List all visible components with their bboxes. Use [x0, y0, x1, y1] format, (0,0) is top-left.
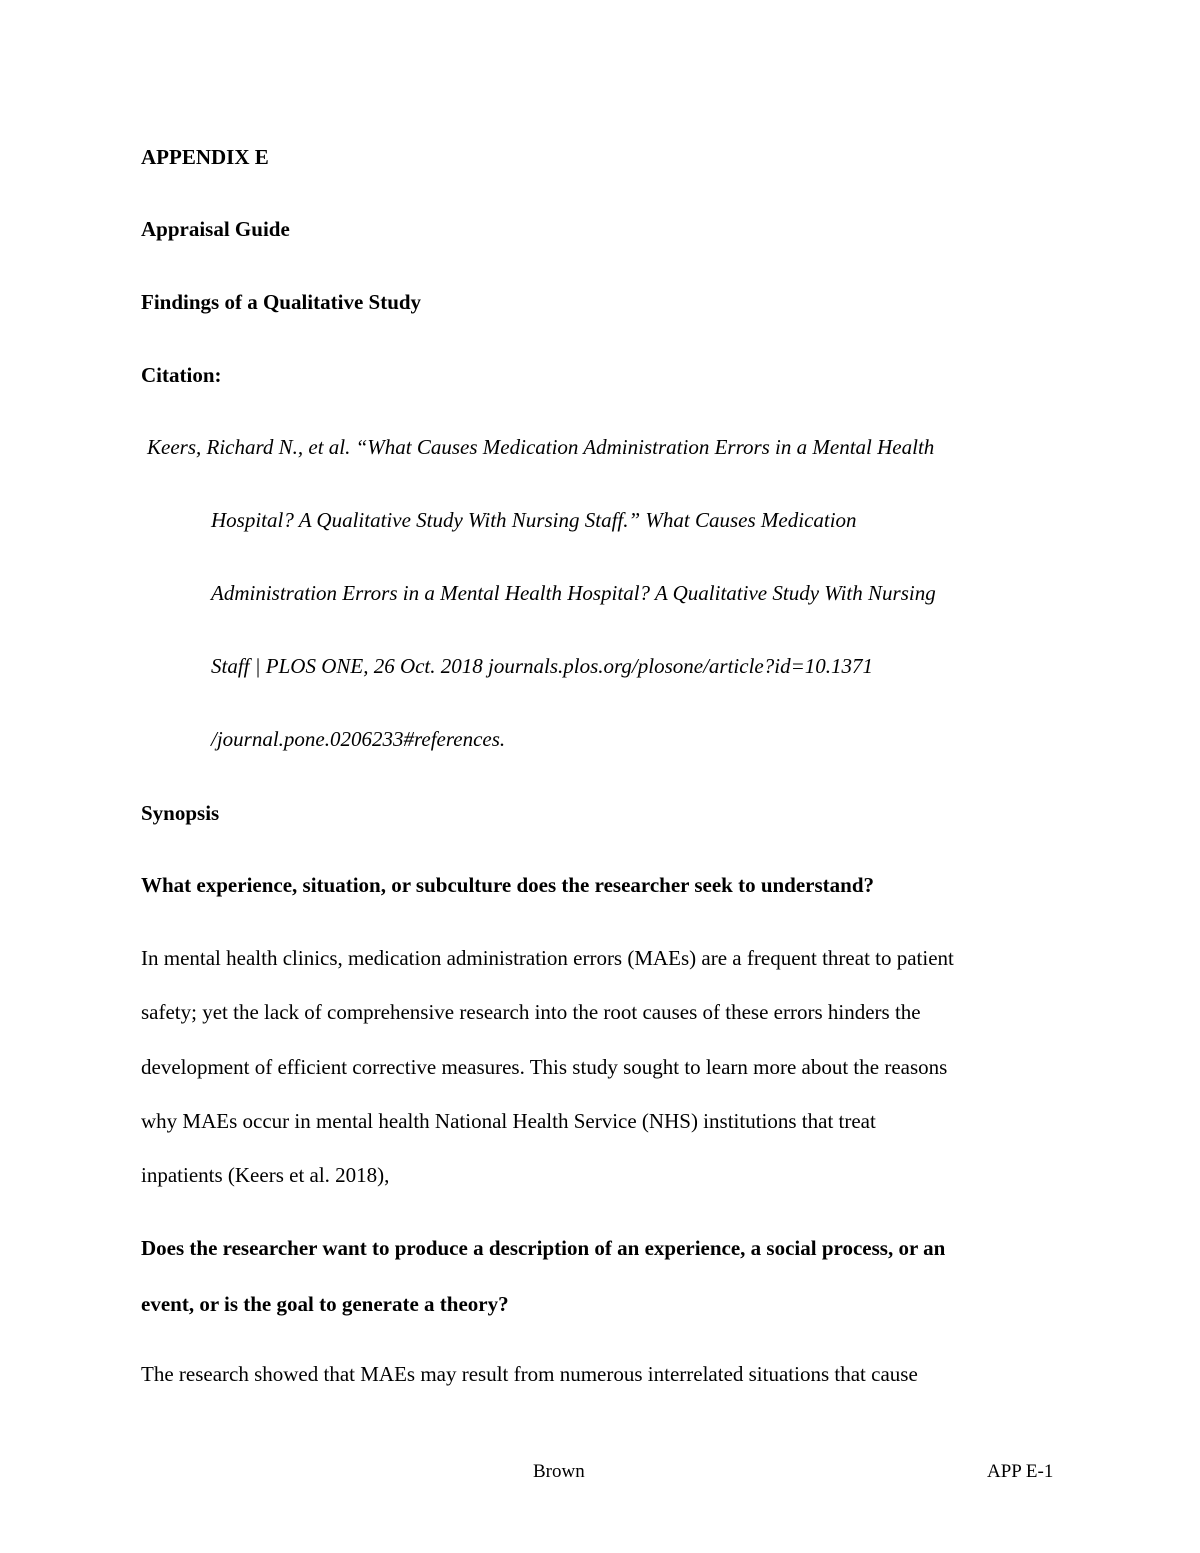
citation-line-5: /journal.pone.0206233#references.	[211, 727, 506, 751]
answer-1-line-1: In mental health clinics, medication administration errors (MAEs) are a frequent threat to patient	[141, 946, 954, 970]
citation-line-4: Staff | PLOS ONE, 26 Oct. 2018 journals.plos.org/plosone/article?id=10.1371	[211, 654, 874, 678]
question-2-line-2: event, or is the goal to generate a theory?	[141, 1292, 509, 1316]
answer-1-line-2: safety; yet the lack of comprehensive research into the root causes of these errors hinders the	[141, 1000, 921, 1024]
citation-line-1: Keers, Richard N., et al. “What Causes Medication Administration Errors in a Mental Health	[147, 435, 935, 459]
answer-1-line-3: development of efficient corrective measures. This study sought to learn more about the reasons	[141, 1055, 948, 1079]
citation-line-3: Administration Errors in a Mental Health Hospital? A Qualitative Study With Nursing	[211, 581, 936, 605]
answer-2-line-1: The research showed that MAEs may result from numerous interrelated situations that cause	[141, 1362, 918, 1386]
synopsis-label: Synopsis	[141, 801, 220, 825]
question-1: What experience, situation, or subculture does the researcher seek to understand?	[141, 873, 875, 897]
answer-1-line-4: why MAEs occur in mental health National Health Service (NHS) institutions that treat	[141, 1109, 876, 1133]
footer-page-label: APP E-1	[987, 1461, 1054, 1482]
citation-label: Citation:	[141, 363, 222, 387]
study-subtitle: Findings of a Qualitative Study	[141, 290, 422, 314]
appendix-heading: APPENDIX E	[141, 145, 269, 169]
guide-title: Appraisal Guide	[141, 217, 290, 241]
citation-line-2: Hospital? A Qualitative Study With Nursing Staff.” What Causes Medication	[211, 508, 857, 532]
answer-1-line-5: inpatients (Keers et al. 2018),	[141, 1163, 390, 1187]
footer-author: Brown	[533, 1461, 585, 1482]
question-2-line-1: Does the researcher want to produce a description of an experience, a social process, or an	[141, 1236, 946, 1260]
